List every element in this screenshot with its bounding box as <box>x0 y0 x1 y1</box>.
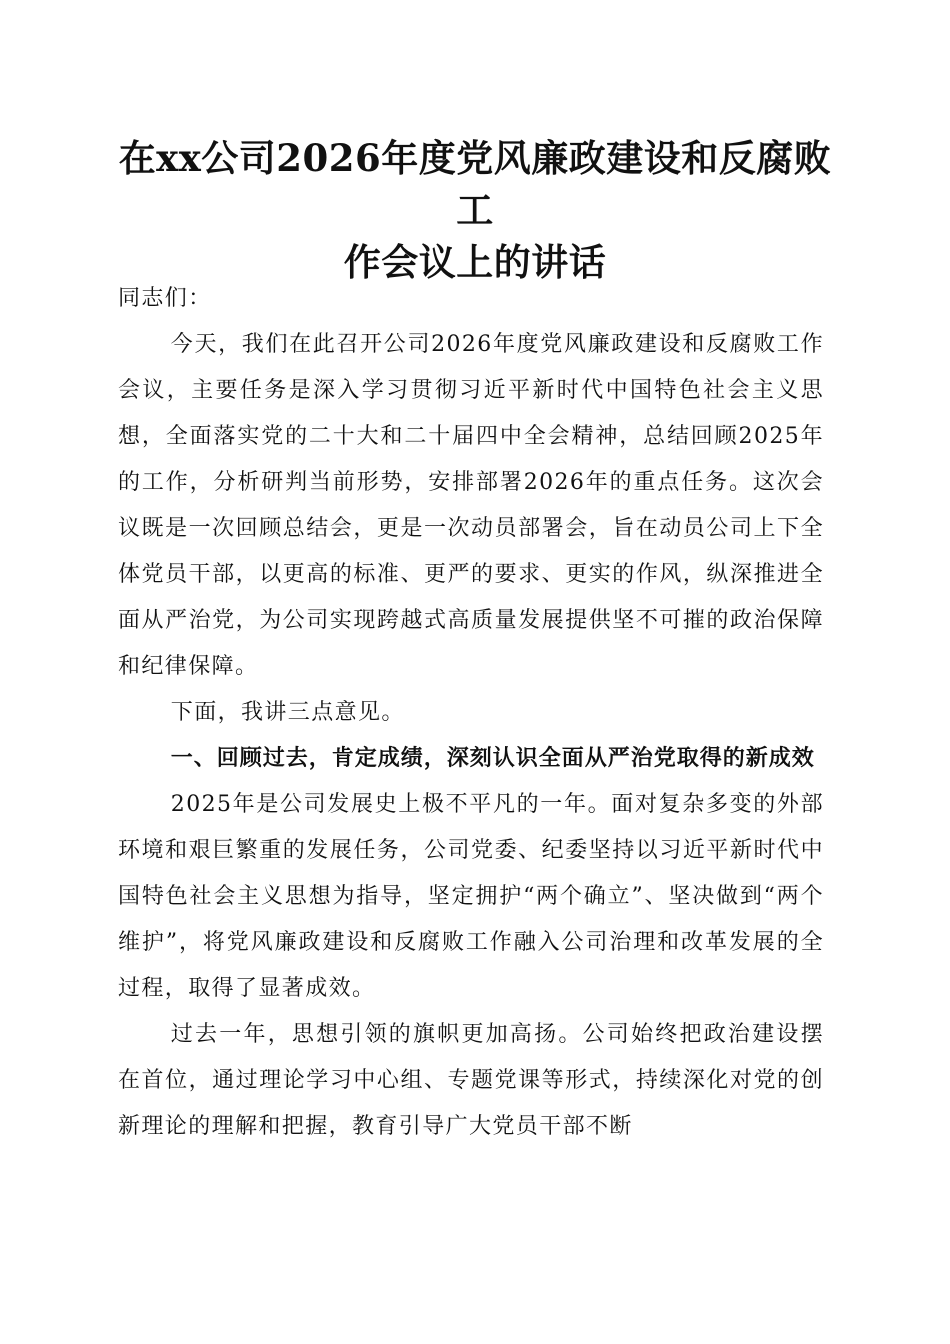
title-line-2: 作会议上的讲话 <box>343 240 607 284</box>
paragraph-section1-ideology: 过去一年，思想引领的旗帜更加高扬。公司始终把政治建设摆在首位，通过理论学习中心组、专题党课等形式，持续深化对党的创新理论的理解和把握，教育引导广大党员干部不断 <box>118 1022 824 1139</box>
paragraph-outline: 下面，我讲三点意见。 <box>170 700 405 725</box>
section-heading-1: 一、回顾过去，肯定成绩，深刻认识全面从严治党取得的新成效 <box>170 746 815 771</box>
document-body <box>118 276 824 1150</box>
document-title <box>118 132 832 288</box>
salutation: 同志们： <box>118 286 212 311</box>
paragraph-opening: 今天，我们在此召开公司2026年度党风廉政建设和反腐败工作会议，主要任务是深入学习贯彻习近平新时代中国特色社会主义思想，全面落实党的二十大和二十届四中全会精神，总结回顾2025年的工作，分析研判当前形势，安排部署2026年的重点任务。这次会议既是一次回顾总结会，更是一次动员部署会，旨在动员公司上下全体党员干部，以更高的标准、更严的要求、更实的作风，纵深推进全面从严治党，为公司实现跨越式高质量发展提供坚不可摧的政治保障和纪律保障。 <box>118 332 824 679</box>
title-line-1: 在xx公司2026年度党风廉政建设和反腐败工 <box>118 136 832 232</box>
paragraph-section1-intro: 2025年是公司发展史上极不平凡的一年。面对复杂多变的外部环境和艰巨繁重的发展任务，公司党委、纪委坚持以习近平新时代中国特色社会主义思想为指导，坚定拥护“两个确立”、坚决做到“两个维护”，将党风廉政建设和反腐败工作融入公司治理和改革发展的全过程，取得了显著成效。 <box>118 792 824 1001</box>
